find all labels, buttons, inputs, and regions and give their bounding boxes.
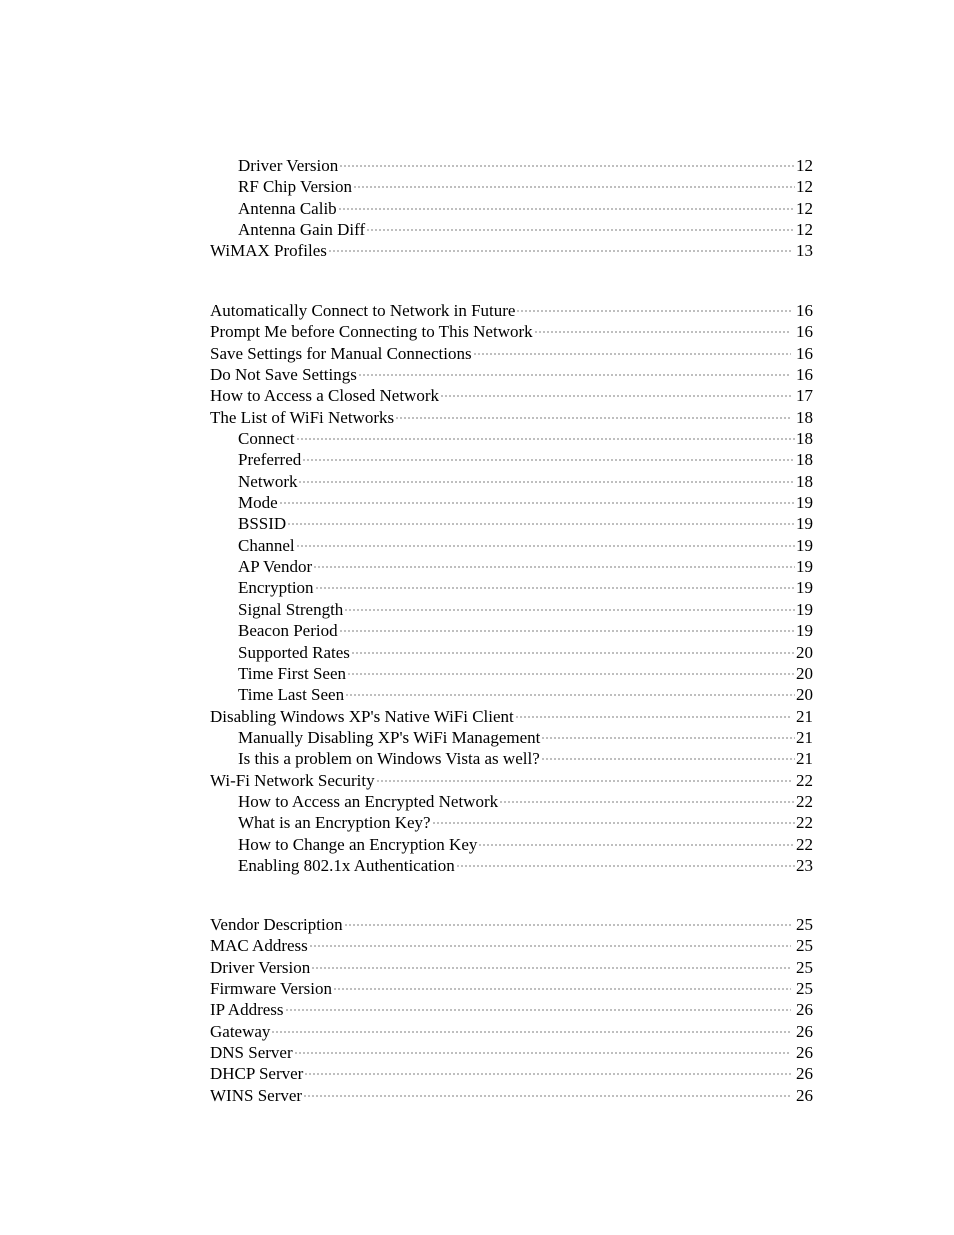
toc-entry[interactable] [210, 198, 813, 219]
toc-entry-title: DHCP Server [210, 1064, 304, 1084]
toc-group [210, 914, 813, 1106]
toc-entry[interactable] [210, 834, 813, 855]
toc-entry[interactable] [210, 219, 813, 240]
toc-page-number: 16 [796, 301, 813, 320]
dot-leader [541, 737, 795, 739]
dot-leader [432, 822, 795, 824]
toc-page-number: 16 [796, 343, 813, 363]
toc-page-number: 23 [796, 855, 813, 875]
toc-entry[interactable] [210, 978, 813, 999]
toc-entry-title: Time Last Seen [238, 685, 345, 705]
toc-entry[interactable] [210, 914, 813, 935]
toc-page-number: 21 [796, 706, 813, 726]
toc-entry-title: Manually Disabling XP's WiFi Management [238, 727, 541, 747]
toc-page-number: 26 [796, 1064, 813, 1084]
toc-entry-title: Do Not Save Settings [210, 365, 357, 385]
toc-entry-title: WiMAX Profiles [210, 241, 327, 261]
toc-entry-title: Beacon Period [238, 621, 338, 641]
toc-page-number: 22 [796, 834, 813, 854]
toc-entry[interactable] [210, 855, 813, 876]
toc-entry[interactable] [210, 176, 813, 197]
toc-entry-title: Antenna Gain Diff [238, 220, 366, 240]
toc-page-number: 12 [796, 156, 813, 175]
toc-entry[interactable] [210, 791, 813, 812]
toc-entry-title: Disabling Windows XP's Native WiFi Client [210, 706, 514, 726]
dot-leader [395, 417, 791, 419]
toc-entry[interactable] [210, 599, 813, 620]
toc-page-number: 12 [796, 220, 813, 240]
toc-page-number: 21 [796, 749, 813, 769]
toc-page-number: 18 [796, 471, 813, 491]
toc-page-number: 20 [796, 663, 813, 683]
toc-page-number: 18 [796, 407, 813, 427]
toc-page-number: 26 [796, 1000, 813, 1020]
toc-page-number: 19 [796, 493, 813, 513]
dot-leader [344, 609, 795, 611]
toc-entry-title: Mode [238, 493, 278, 513]
toc-entry[interactable] [210, 1021, 813, 1042]
toc-page-number: 16 [796, 322, 813, 342]
toc-entry[interactable] [210, 727, 813, 748]
toc-entry-title: Wi-Fi Network Security [210, 770, 375, 790]
toc-page-number: 19 [796, 599, 813, 619]
toc-entry[interactable] [210, 935, 813, 956]
toc-entry-title: BSSID [238, 514, 287, 534]
toc-entry[interactable] [210, 240, 813, 261]
toc-entry[interactable] [210, 385, 813, 406]
dot-leader [366, 229, 795, 231]
dot-leader [285, 1009, 791, 1011]
toc-page-number: 22 [796, 813, 813, 833]
toc-page-number: 22 [796, 770, 813, 790]
dot-leader [313, 566, 795, 568]
toc-entry[interactable] [210, 1085, 813, 1106]
toc-entry[interactable] [210, 812, 813, 833]
toc-entry[interactable] [210, 999, 813, 1020]
toc-page-number: 19 [796, 621, 813, 641]
toc-page-number: 26 [796, 1085, 813, 1105]
toc-entry[interactable] [210, 364, 813, 385]
toc-group [210, 300, 813, 876]
toc-entry-title: Driver Version [238, 156, 339, 175]
dot-leader [296, 545, 795, 547]
toc-entry-title: Preferred [238, 450, 302, 470]
toc-entry-title: How to Access a Closed Network [210, 386, 439, 406]
toc-page-number: 26 [796, 1021, 813, 1041]
toc-page-number: 12 [796, 198, 813, 218]
toc-entry[interactable] [210, 407, 813, 428]
dot-leader [303, 1095, 791, 1097]
toc-entry-title: Prompt Me before Connecting to This Network [210, 322, 533, 342]
toc-entry-title: Time First Seen [238, 663, 347, 683]
toc-entry-title: DNS Server [210, 1043, 293, 1063]
toc-entry[interactable] [210, 620, 813, 641]
toc-entry[interactable] [210, 155, 813, 176]
dot-leader [473, 353, 791, 355]
dot-leader [294, 1052, 791, 1054]
dot-leader [345, 694, 795, 696]
toc-entry[interactable] [210, 770, 813, 791]
toc-entry-title: Automatically Connect to Network in Future [210, 301, 516, 320]
toc-entry[interactable] [210, 428, 813, 449]
toc-page-number: 19 [796, 514, 813, 534]
toc-entry[interactable] [210, 748, 813, 769]
toc-entry-title: RF Chip Version [238, 177, 352, 197]
dot-leader [304, 1073, 791, 1075]
dot-leader [440, 395, 791, 397]
toc-entry-title: Connect [238, 429, 295, 449]
toc-entry-title: Is this a problem on Windows Vista as well? [238, 749, 540, 769]
toc-entry[interactable] [210, 471, 813, 492]
dot-leader [344, 924, 791, 926]
toc-entry[interactable] [210, 1063, 813, 1084]
toc-entry[interactable] [210, 449, 813, 470]
toc-group [210, 155, 813, 262]
toc-page-number: 16 [796, 365, 813, 385]
toc-entry-title: Encryption [238, 578, 314, 598]
toc-entry[interactable] [210, 492, 813, 513]
dot-leader [296, 438, 795, 440]
dot-leader [287, 523, 795, 525]
dot-leader [309, 945, 791, 947]
toc-entry-title: AP Vendor [238, 557, 313, 577]
toc-page-number: 18 [796, 450, 813, 470]
dot-leader [499, 801, 795, 803]
dot-leader [353, 186, 795, 188]
dot-leader [515, 716, 791, 718]
dot-leader [279, 502, 795, 504]
toc-page-number: 12 [796, 177, 813, 197]
toc-page-number: 25 [796, 957, 813, 977]
toc-page-number: 25 [796, 936, 813, 956]
toc-entry-title: Driver Version [210, 957, 311, 977]
toc-entry-title: Supported Rates [238, 642, 350, 662]
toc-page-number: 20 [796, 685, 813, 705]
toc-entry-title: Gateway [210, 1021, 271, 1041]
toc-entry-title: MAC Address [210, 936, 308, 956]
dot-leader [541, 758, 795, 760]
toc-entry[interactable] [210, 957, 813, 978]
toc-entry[interactable] [210, 1042, 813, 1063]
dot-leader [315, 587, 795, 589]
toc-entry-title: Firmware Version [210, 979, 332, 999]
dot-leader [358, 374, 791, 376]
dot-leader [351, 652, 795, 654]
toc-entry[interactable] [210, 300, 813, 321]
toc-entry-title: Channel [238, 535, 295, 555]
dot-leader [534, 331, 791, 333]
dot-leader [311, 967, 791, 969]
dot-leader [298, 481, 795, 483]
dot-leader [338, 208, 795, 210]
toc-entry[interactable] [210, 321, 813, 342]
dot-leader [478, 844, 795, 846]
toc-page-number: 19 [796, 578, 813, 598]
dot-leader [456, 865, 795, 867]
toc-page-number: 17 [796, 386, 813, 406]
toc-page-number: 20 [796, 642, 813, 662]
dot-leader [347, 673, 795, 675]
toc-entry[interactable] [210, 706, 813, 727]
toc-page-number: 19 [796, 557, 813, 577]
toc-page-number: 21 [796, 727, 813, 747]
toc-page-number: 25 [796, 979, 813, 999]
toc-page-number: 22 [796, 791, 813, 811]
toc-entry-title: IP Address [210, 1000, 284, 1020]
toc-page-number: 26 [796, 1043, 813, 1063]
dot-leader [302, 459, 795, 461]
dot-leader [516, 310, 791, 312]
toc-entry-title: WINS Server [210, 1085, 303, 1105]
toc-entry-title: Save Settings for Manual Connections [210, 343, 472, 363]
toc-entry[interactable] [210, 684, 813, 705]
toc-entry-title: Antenna Calib [238, 198, 337, 218]
toc-entry[interactable] [210, 556, 813, 577]
toc-entry[interactable] [210, 577, 813, 598]
dot-leader [339, 165, 795, 167]
toc-entry[interactable] [210, 343, 813, 364]
toc-entry[interactable] [210, 513, 813, 534]
toc-entry[interactable] [210, 535, 813, 556]
toc-entry-title: Signal Strength [238, 599, 344, 619]
dot-leader [376, 780, 791, 782]
toc-entry[interactable] [210, 642, 813, 663]
toc-entry-title: Vendor Description [210, 915, 343, 934]
toc-entry-title: How to Change an Encryption Key [238, 834, 478, 854]
dot-leader [271, 1031, 791, 1033]
toc-page-number: 18 [796, 429, 813, 449]
dot-leader [339, 630, 795, 632]
toc-entry-title: How to Access an Encrypted Network [238, 791, 499, 811]
toc-entry-title: Network [238, 471, 298, 491]
toc-page-number: 25 [796, 915, 813, 934]
toc-page-number: 13 [796, 241, 813, 261]
toc-page-number: 19 [796, 535, 813, 555]
toc-entry-title: What is an Encryption Key? [238, 813, 431, 833]
dot-leader [328, 250, 791, 252]
toc-entry[interactable] [210, 663, 813, 684]
toc-entry-title: Enabling 802.1x Authentication [238, 855, 455, 875]
dot-leader [333, 988, 791, 990]
toc-entry-title: The List of WiFi Networks [210, 407, 395, 427]
